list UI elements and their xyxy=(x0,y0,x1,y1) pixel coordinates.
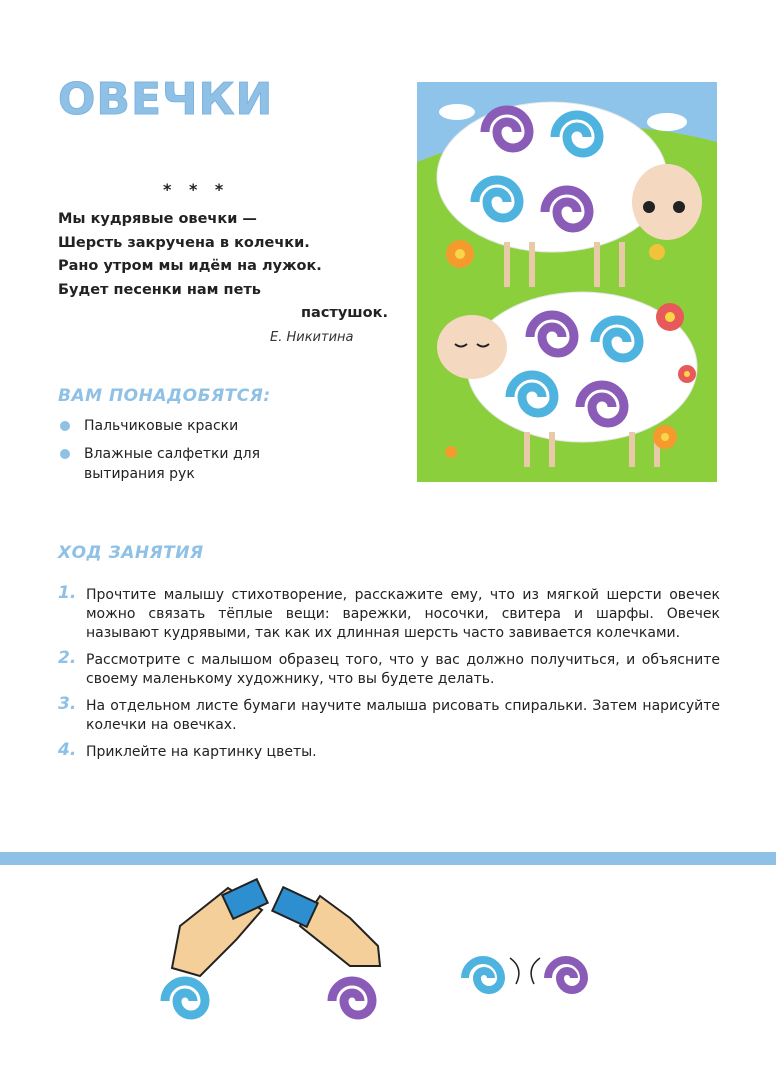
lesson-steps xyxy=(58,583,720,770)
step-item xyxy=(58,648,720,689)
poem xyxy=(58,208,388,326)
needs-heading: ВАМ ПОНАДОБЯТСЯ: xyxy=(58,386,271,406)
step-item xyxy=(58,694,720,735)
step-number: 4. xyxy=(58,740,77,760)
sheep-illustration xyxy=(417,82,717,482)
bullet-icon xyxy=(60,421,70,431)
step-number: 3. xyxy=(58,694,77,714)
spiral-blue-icon xyxy=(165,981,205,1015)
step-text: Прочтите малышу стихотворение, расскажите ему, что из мягкой шерсти овечек можно связать тёплые вещи: варежки, носочки, свитера и шарфы. Овечек называют кудрявыми, так как их длинная шерсть часто завивается колечками. xyxy=(86,587,720,641)
divider-band xyxy=(0,852,776,865)
page-title: ОВЕЧКИ xyxy=(58,74,274,125)
spiral-blue-example-icon xyxy=(465,958,519,990)
step-number: 1. xyxy=(58,583,77,603)
step-item xyxy=(58,583,720,643)
step-text: Рассмотрите с малышом образец того, что у вас должно получиться, и объясните своему маленькому художнику, что вы будете делать. xyxy=(86,652,720,687)
needs-list xyxy=(58,416,264,492)
lesson-heading: ХОД ЗАНЯТИЯ xyxy=(58,543,204,563)
poem-stars: * * * xyxy=(163,180,230,199)
needs-item: Влажные салфетки для вытирания рук xyxy=(58,444,264,484)
bullet-icon xyxy=(60,449,70,459)
poem-line: Мы кудрявые овечки — xyxy=(58,211,257,227)
poem-line: Будет песенки нам петь xyxy=(58,281,261,298)
poem-line: пастушок. xyxy=(301,305,388,321)
spiral-purple-example-icon xyxy=(531,958,584,990)
step-text: Приклейте на картинку цветы. xyxy=(86,744,317,760)
poem-line: Рано утром мы идём на лужок. xyxy=(58,258,322,274)
poem-line: Шерсть закручена в колечки. xyxy=(58,234,310,251)
poem-author: Е. Никитина xyxy=(270,330,354,345)
spiral-purple-icon xyxy=(332,981,372,1015)
step-item xyxy=(58,740,720,762)
needs-item: Пальчиковые краски xyxy=(58,416,264,436)
hand-right-icon xyxy=(272,887,380,966)
step-text: На отдельном листе бумаги научите малыша рисовать спиральки. Затем нарисуйте колечки на овечках. xyxy=(86,698,720,733)
hands-drawing-illustration xyxy=(0,866,776,1080)
hand-left-icon xyxy=(172,879,268,976)
step-number: 2. xyxy=(58,648,77,668)
